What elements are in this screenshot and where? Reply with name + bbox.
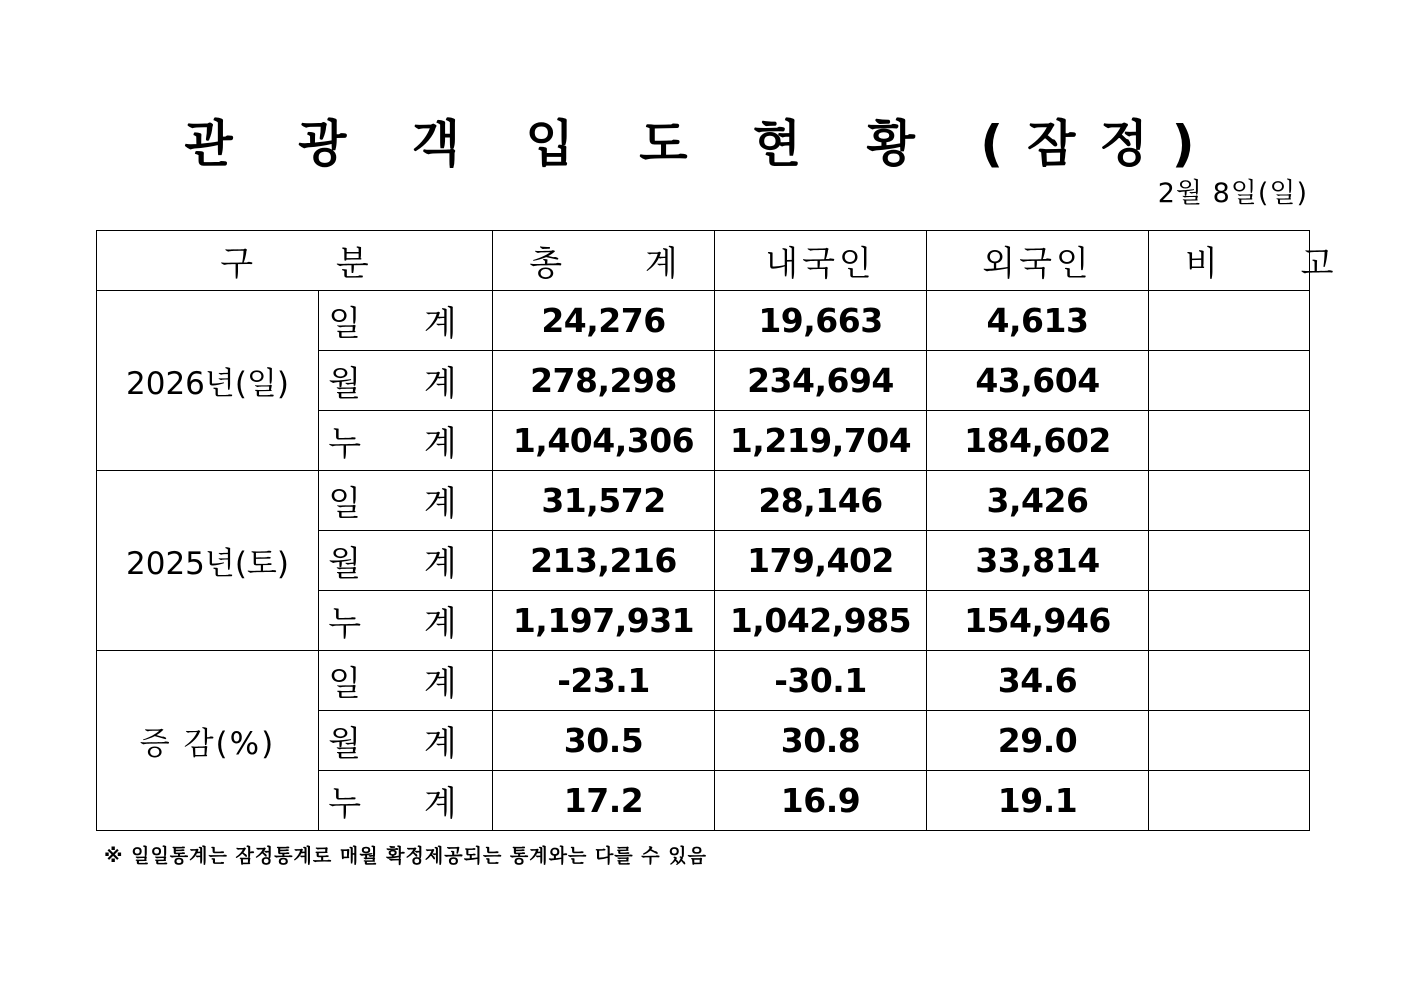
row-period: 일 계 [319,471,493,531]
row-period: 일 계 [319,291,493,351]
cell-remarks [1149,651,1310,711]
cell-total: 30.5 [493,711,715,771]
cell-foreign: 29.0 [927,711,1149,771]
cell-foreign: 43,604 [927,351,1149,411]
cell-remarks [1149,771,1310,831]
cell-domestic: 1,042,985 [715,591,927,651]
header-domestic: 내국인 [715,231,927,291]
cell-total: 1,197,931 [493,591,715,651]
table-header-row [97,231,1310,291]
cell-foreign: 3,426 [927,471,1149,531]
tourist-arrivals-table [96,230,1370,831]
cell-total: 17.2 [493,771,715,831]
row-period: 월 계 [319,711,493,771]
cell-remarks [1149,711,1310,771]
header-category: 구 분 [97,231,493,291]
row-period: 월 계 [319,531,493,591]
row-period: 누 계 [319,771,493,831]
header-foreign: 외국인 [927,231,1149,291]
cell-remarks [1149,531,1310,591]
table-row [97,651,1310,711]
cell-domestic: 16.9 [715,771,927,831]
cell-domestic: -30.1 [715,651,927,711]
cell-foreign: 33,814 [927,531,1149,591]
cell-total: 31,572 [493,471,715,531]
cell-domestic: 179,402 [715,531,927,591]
cell-total: 278,298 [493,351,715,411]
row-period: 월 계 [319,351,493,411]
header-total: 총 계 [493,231,715,291]
cell-foreign: 19.1 [927,771,1149,831]
report-date: 2월 8일(일) [1157,178,1308,209]
cell-domestic: 234,694 [715,351,927,411]
cell-remarks [1149,591,1310,651]
row-period: 누 계 [319,411,493,471]
cell-total: 213,216 [493,531,715,591]
cell-domestic: 28,146 [715,471,927,531]
cell-total: 24,276 [493,291,715,351]
header-remarks: 비 고 [1149,231,1310,291]
cell-total: 1,404,306 [493,411,715,471]
cell-domestic: 1,219,704 [715,411,927,471]
group-label-2026: 2026년(일) [97,291,319,471]
cell-foreign: 4,613 [927,291,1149,351]
cell-domestic: 30.8 [715,711,927,771]
row-period: 누 계 [319,591,493,651]
cell-remarks [1149,411,1310,471]
cell-remarks [1149,291,1310,351]
cell-foreign: 154,946 [927,591,1149,651]
row-period: 일 계 [319,651,493,711]
table-row [97,471,1310,531]
footnote: ※ 일일통계는 잠정통계로 매월 확정제공되는 통계와는 다를 수 있음 [104,845,707,867]
group-label-2025: 2025년(토) [97,471,319,651]
table-row [97,291,1310,351]
cell-domestic: 19,663 [715,291,927,351]
cell-foreign: 184,602 [927,411,1149,471]
group-label-change: 증 감(%) [97,651,319,831]
cell-total: -23.1 [493,651,715,711]
page-title: 관 광 객 입 도 현 황 (잠정) [184,115,1219,173]
cell-remarks [1149,471,1310,531]
cell-remarks [1149,351,1310,411]
cell-foreign: 34.6 [927,651,1149,711]
